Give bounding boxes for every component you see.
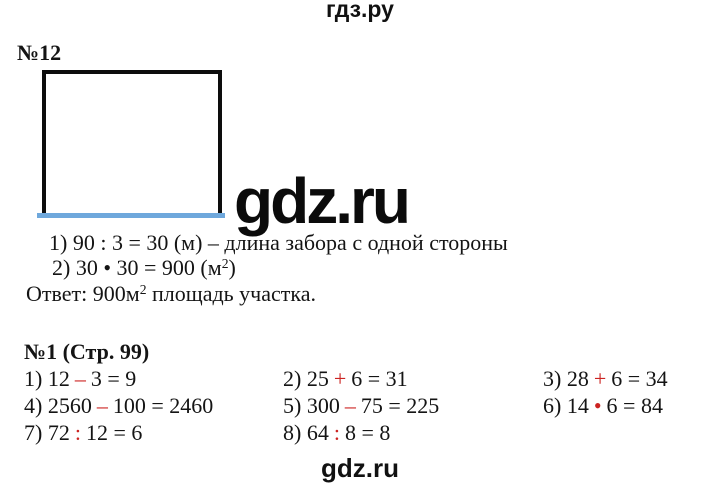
equation-4-rhs: 100 = 2460	[112, 393, 214, 418]
equation-7-operator: :	[74, 420, 81, 445]
equation-2-rhs: 6 = 31	[351, 366, 408, 391]
equation-5	[283, 392, 543, 419]
equation-3-rhs: 6 = 34	[611, 366, 668, 391]
equation-8-lhs: 8) 64	[283, 420, 329, 445]
equation-1-lhs: 1) 12	[24, 366, 70, 391]
answer-superscript: 2	[139, 281, 147, 297]
equation-1-rhs: 3 = 9	[90, 366, 137, 391]
equation-7-lhs: 7) 72	[24, 420, 70, 445]
equation-4-lhs: 4) 2560	[24, 393, 92, 418]
task1-title: №1 (Стр. 99)	[24, 339, 150, 364]
equation-8-rhs: 8 = 8	[344, 420, 391, 445]
solution-step-1	[49, 230, 508, 255]
equation-7	[24, 419, 283, 446]
equation-2	[283, 365, 543, 392]
equation-7-rhs: 12 = 6	[85, 420, 143, 445]
step-1-text: 1) 90 : 3 = 30 (м) – длина забора с одной стороны	[49, 230, 508, 255]
step-2-tail: )	[228, 255, 236, 280]
equation-6-operator: •	[593, 393, 602, 418]
square-figure	[42, 70, 222, 213]
equation-2-operator: +	[333, 366, 347, 391]
equation-4-operator: –	[96, 393, 108, 418]
site-footer-logo: gdz.ru	[321, 453, 399, 483]
site-header-logo: гдз.ру	[326, 0, 394, 22]
equation-4	[24, 392, 283, 419]
equation-5-rhs: 75 = 225	[360, 393, 440, 418]
answer-text: Ответ: 900м	[26, 281, 140, 306]
equation-5-operator: –	[344, 393, 356, 418]
answer-line	[26, 281, 316, 306]
answer-tail: площадь участка.	[146, 281, 317, 306]
step-2-superscript: 2	[221, 255, 229, 271]
task12-title: №12	[17, 40, 62, 65]
equation-empty-cell	[543, 419, 714, 446]
equation-6	[543, 392, 714, 419]
square-base-line	[37, 213, 225, 218]
equation-1	[24, 365, 283, 392]
equation-1-operator: –	[74, 366, 86, 391]
solution-step-2	[52, 255, 236, 280]
equation-3	[543, 365, 714, 392]
equation-3-lhs: 3) 28	[543, 366, 589, 391]
step-2-text: 2) 30 • 30 = 900 (м	[52, 255, 222, 280]
equation-2-lhs: 2) 25	[283, 366, 329, 391]
equation-6-lhs: 6) 14	[543, 393, 589, 418]
equation-8	[283, 419, 543, 446]
gdz-watermark: gdz.ru	[234, 165, 408, 237]
equations-grid	[24, 365, 714, 446]
equation-8-operator: :	[333, 420, 340, 445]
equation-6-rhs: 6 = 84	[606, 393, 663, 418]
equation-5-lhs: 5) 300	[283, 393, 340, 418]
equation-3-operator: +	[593, 366, 607, 391]
